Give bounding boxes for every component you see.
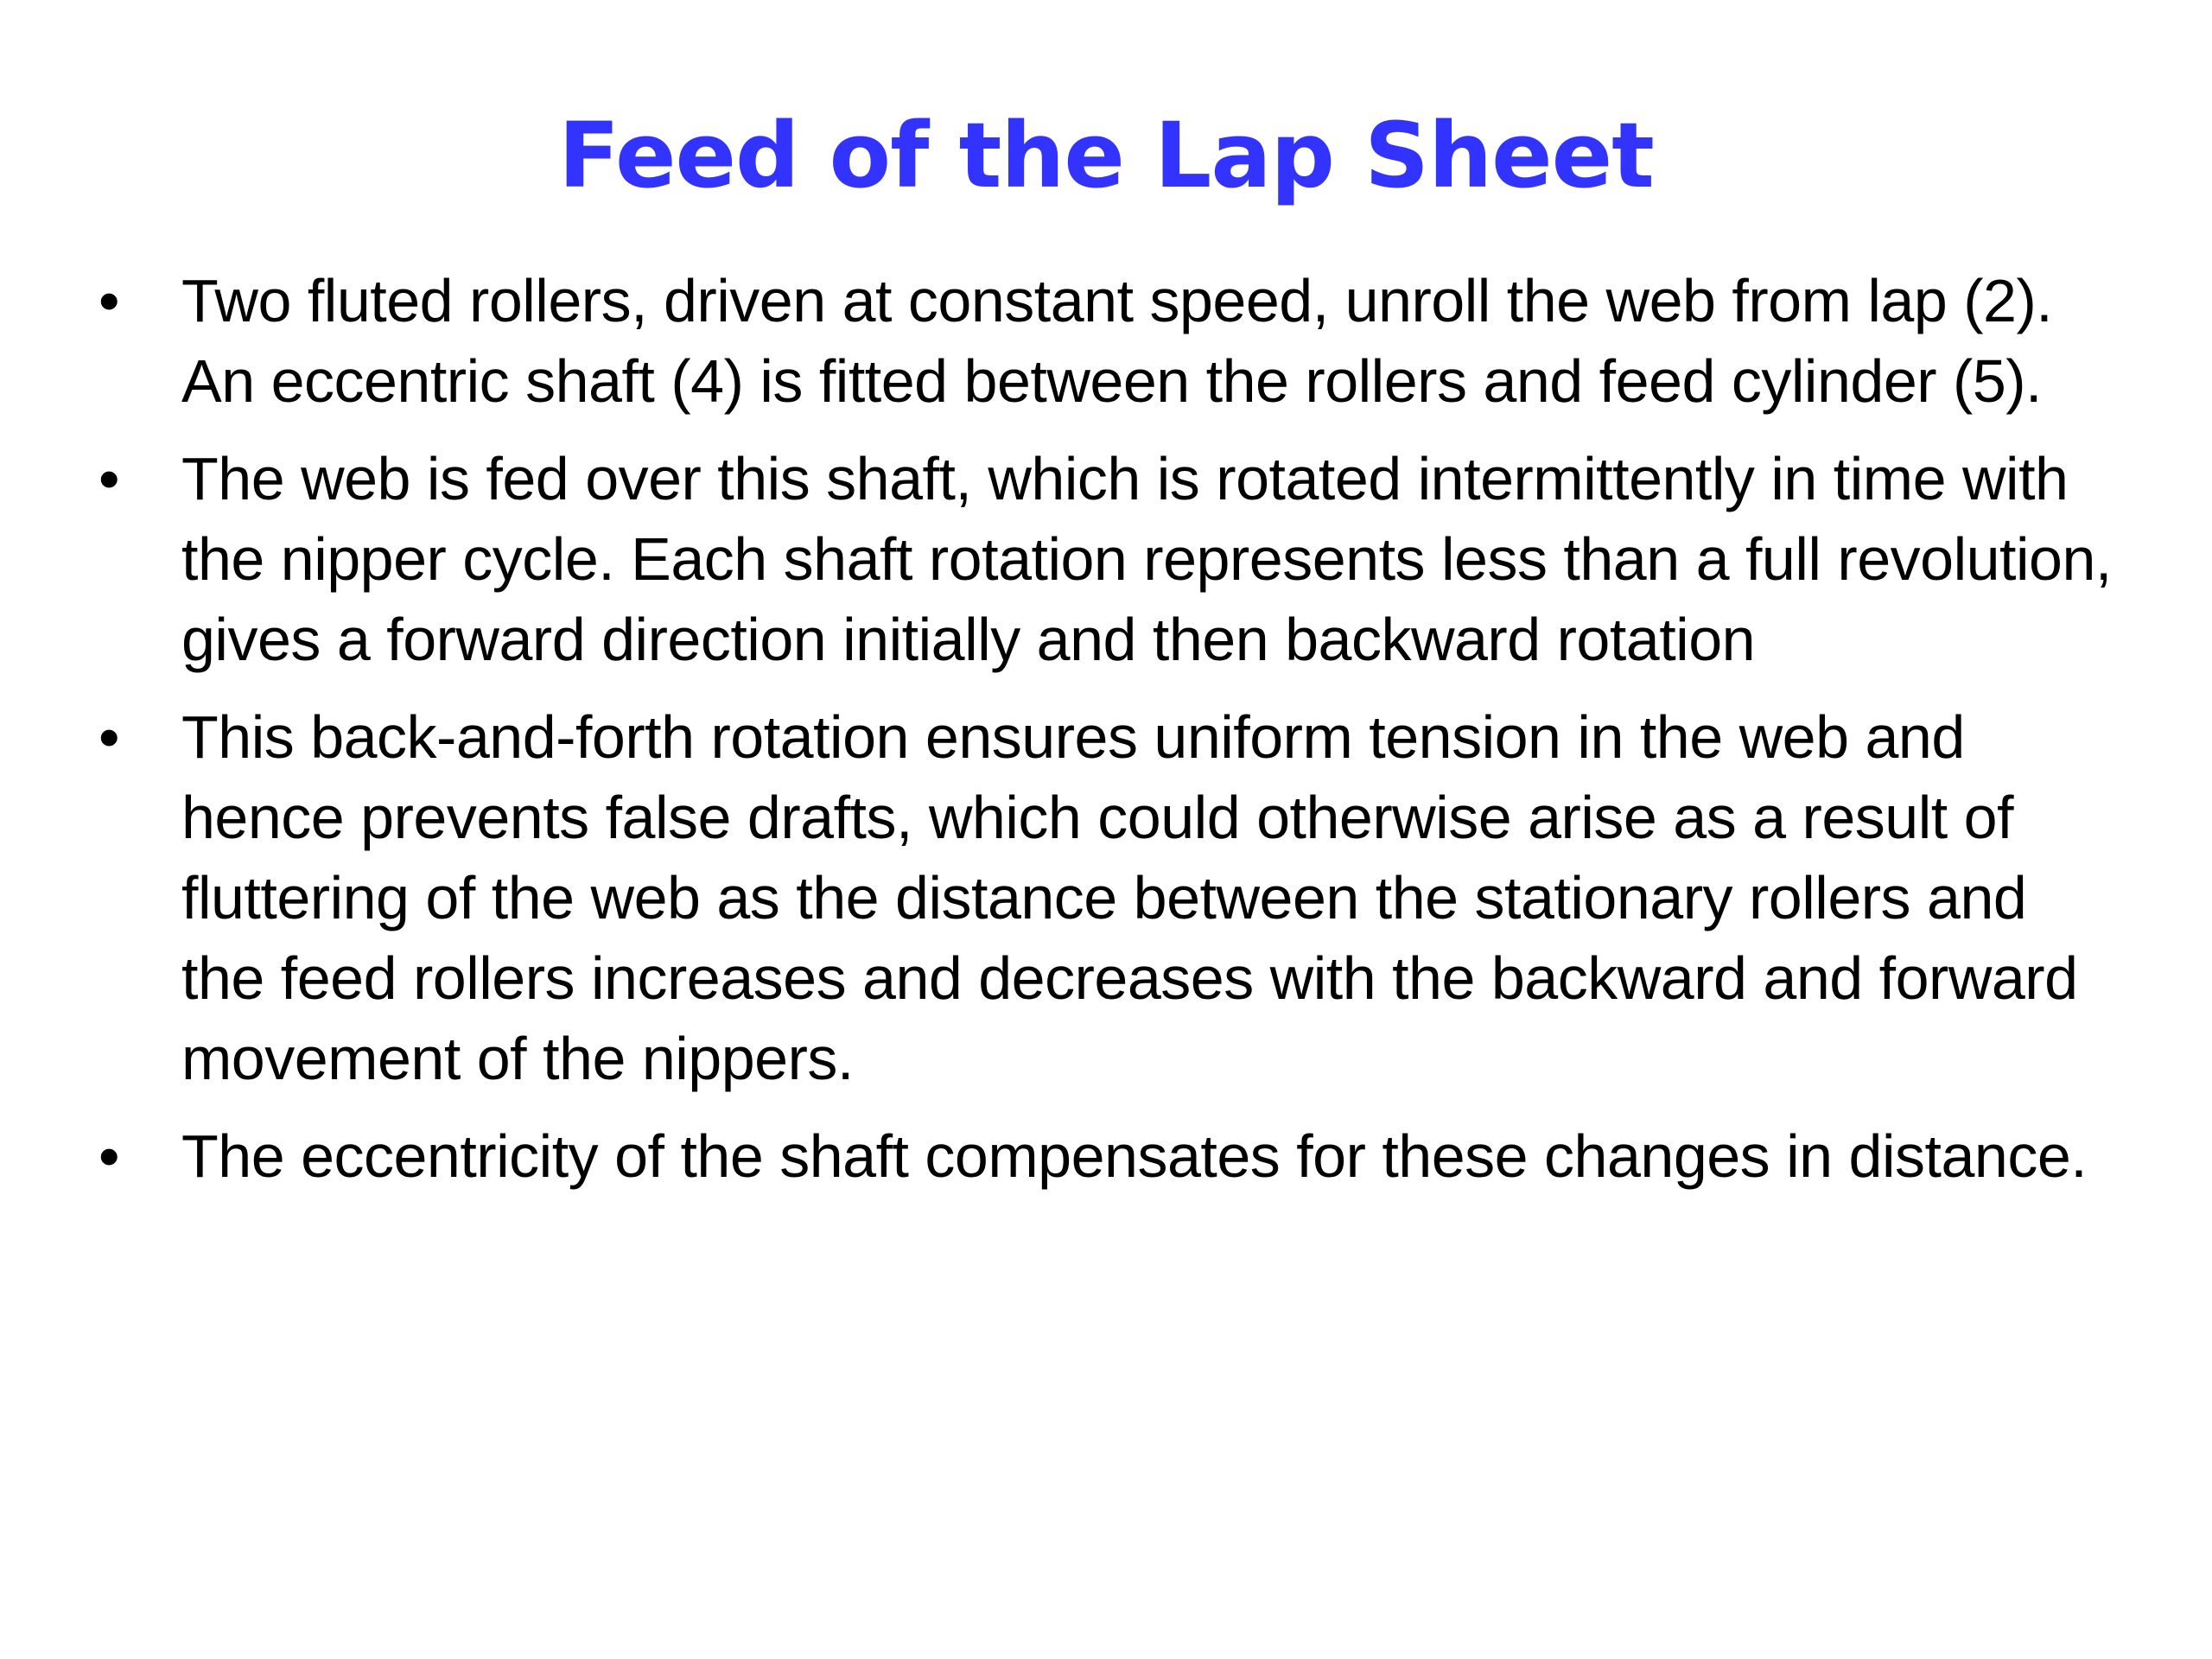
bullet-icon: •: [99, 1122, 120, 1190]
bullet-icon: •: [99, 267, 120, 334]
bullet-text: The eccentricity of the shaft compensates for these changes in distance.: [181, 1122, 2088, 1190]
bullet-icon: •: [99, 703, 120, 771]
bullet-item: [86, 1116, 2126, 1197]
bullet-item: [86, 697, 2126, 1099]
bullet-item: [86, 261, 2126, 422]
bullet-text: Two fluted rollers, driven at constant speed, unroll the web from lap (2). An eccentric shaft (4) is fitted between the rollers and feed cylinder (5).: [181, 267, 2053, 415]
bullet-text: This back-and-forth rotation ensures uniform tension in the web and hence prevents false drafts, which could otherwise arise as a result of fluttering of the web as the distance between the stationary rollers and the feed rollers increases and decreases with the backward and forward movement of the nippers.: [181, 703, 2078, 1092]
bullet-icon: •: [99, 445, 120, 512]
bullet-text: The web is fed over this shaft, which is rotated intermittently in time with the nipper cycle. Each shaft rotation represents less than a full revolution, gives a forward direction initially and then backward rotation: [181, 445, 2112, 673]
bullet-item: [86, 439, 2126, 680]
slide-title: Feed of the Lap Sheet: [558, 103, 1654, 208]
bullet-list: [86, 261, 2126, 1214]
